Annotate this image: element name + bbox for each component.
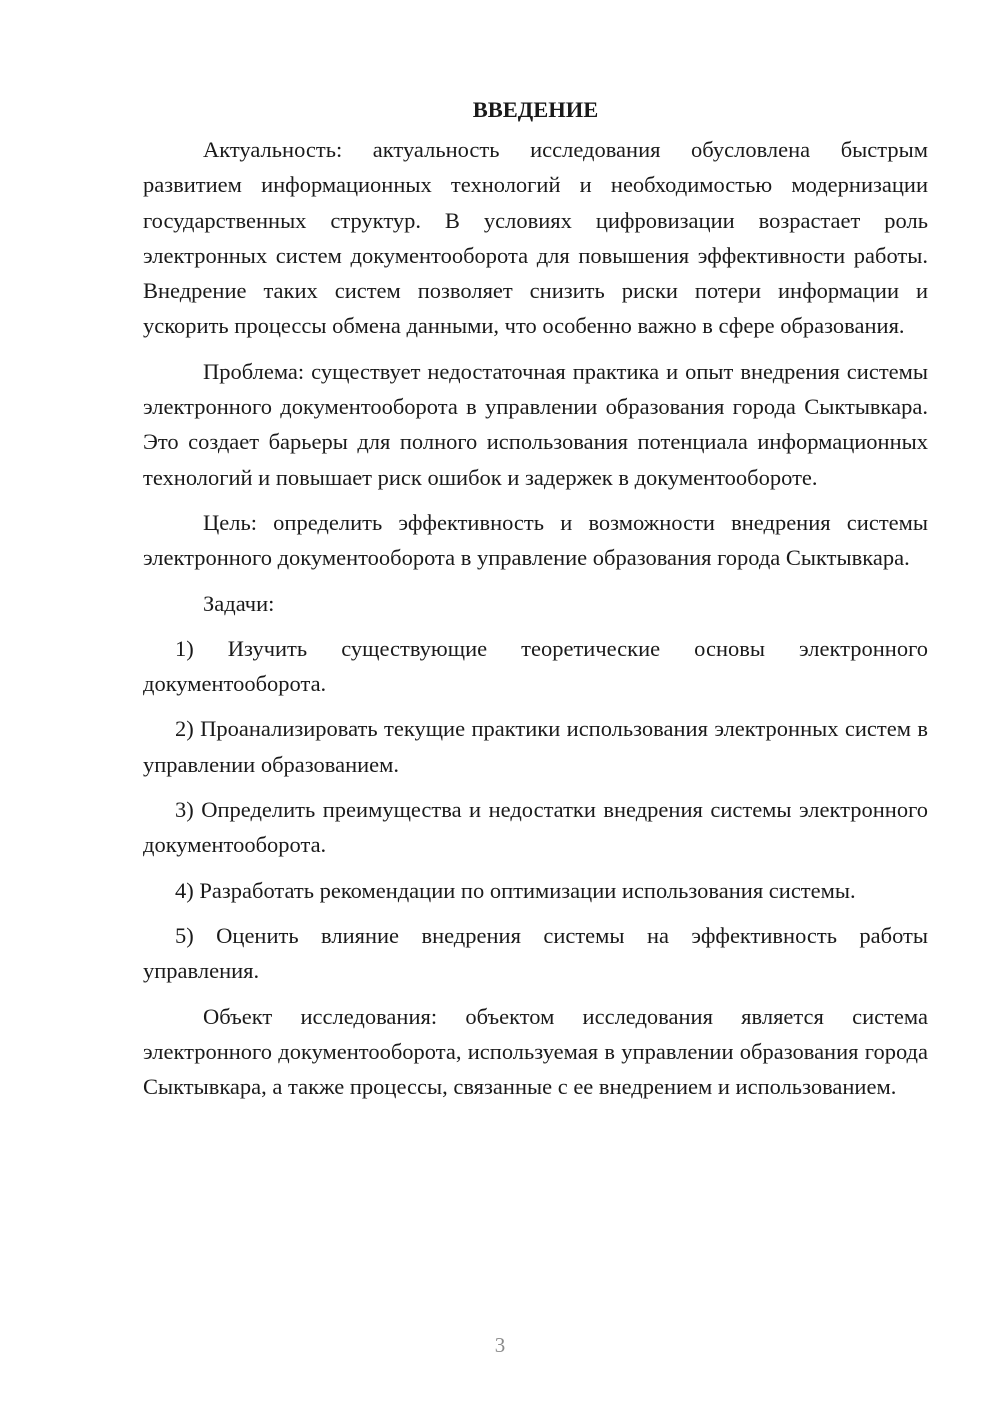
- section-title: ВВЕДЕНИЕ: [472, 97, 599, 122]
- object-paragraph: Объект исследования: объектом исследования является система электронного документооборота, используемая в управлении образования города Сыктывкара, а также процессы, связанные с ее внедрением и использованием.: [143, 1003, 928, 1100]
- task-item: 5) Оценить влияние внедрения системы на эффективность работы управления.: [143, 922, 928, 984]
- problem-paragraph: Проблема: существует недостаточная практика и опыт внедрения системы электронного документооборота в управлении образования города Сыктывкара. Это создает барьеры для полного использования потенциала информационных технологий и повышает риск ошибок и задержек в документообороте.: [143, 358, 928, 490]
- task-item: 4) Разработать рекомендации по оптимизации использования системы.: [175, 877, 856, 903]
- goal-paragraph: Цель: определить эффективность и возможности внедрения системы электронного документооборота в управление образования города Сыктывкара.: [143, 509, 928, 571]
- tasks-label: Задачи:: [203, 590, 275, 616]
- document-page: [143, 92, 928, 1114]
- page-number: 3: [494, 1333, 506, 1357]
- relevance-paragraph: Актуальность: актуальность исследования обусловлена быстрым развитием информационных технологий и необходимостью модернизации государственных структур. В условиях цифровизации возрастает роль электронных систем документооборота для повышения эффективности работы. Внедрение таких систем позволяет снизить риски потери информации и ускорить процессы обмена данными, что особенно важно в сфере образования.: [143, 137, 928, 339]
- task-item: 3) Определить преимущества и недостатки внедрения системы электронного документооборота.: [143, 797, 928, 858]
- task-item: 2) Проанализировать текущие практики использования электронных систем в управлении образованием.: [143, 716, 928, 777]
- task-item: 1) Изучить существующие теоретические основы электронного документооборота.: [143, 635, 928, 697]
